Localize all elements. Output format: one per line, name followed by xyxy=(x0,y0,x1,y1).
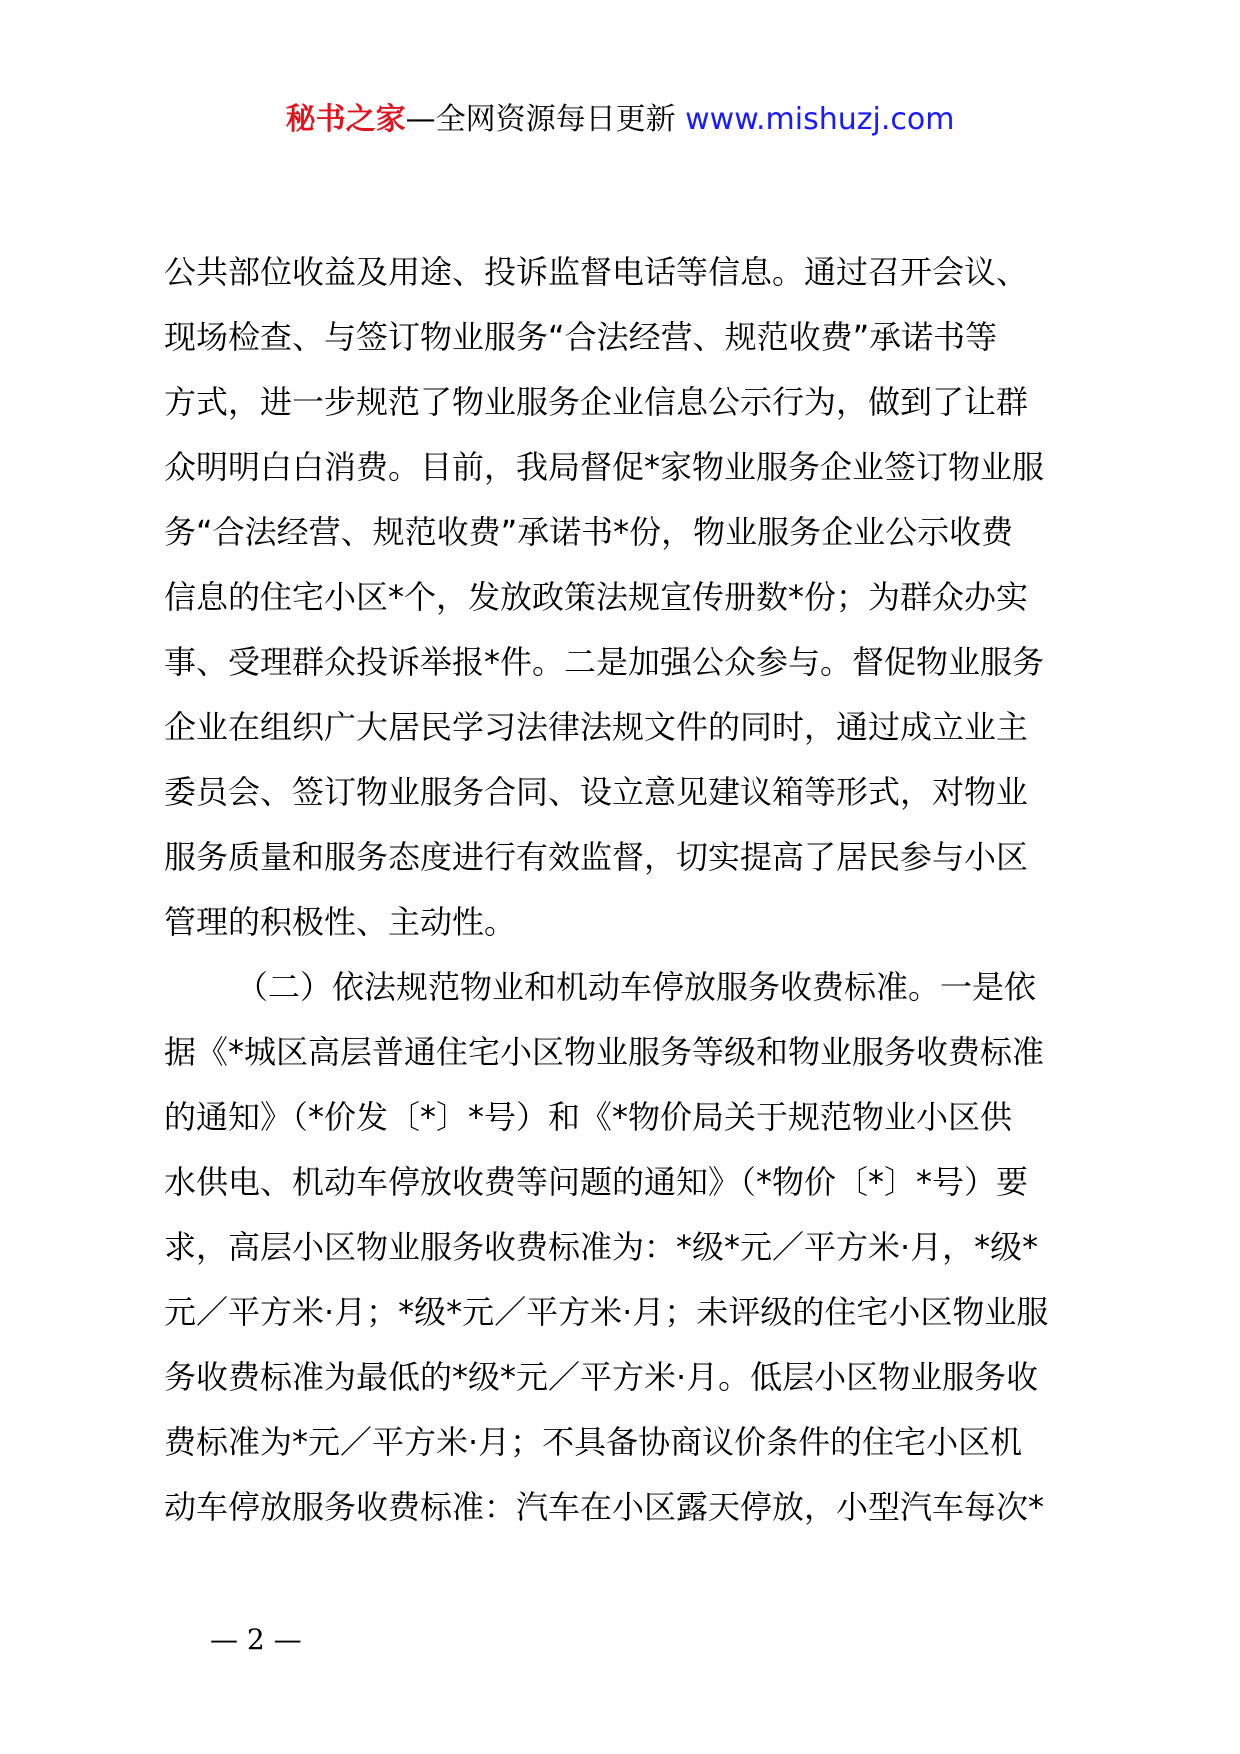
text-line: 公共部位收益及用途、投诉监督电话等信息。通过召开会议、 xyxy=(164,253,1029,291)
site-url-link[interactable]: www.mishuzj.com xyxy=(685,102,955,137)
text-line: 管理的积极性、主动性。 xyxy=(164,903,517,941)
brand-name: 秘书之家 xyxy=(285,102,406,137)
header-tagline: —全网资源每日更新 xyxy=(405,102,676,137)
text-line: 水供电、机动车停放收费等问题的通知》（*物价〔*〕*号）要 xyxy=(164,1163,1029,1201)
text-line: 现场检查、与签订物业服务“合法经营、规范收费”承诺书等 xyxy=(164,318,998,356)
page-header xyxy=(0,100,1240,140)
document-body xyxy=(164,240,1089,1540)
text-line: 务“合法经营、规范收费”承诺书*份，物业服务企业公示收费 xyxy=(164,513,1014,551)
text-line: 求，高层小区物业服务收费标准为：*级*元／平方米·月，*级* xyxy=(164,1228,1039,1266)
text-line: 元／平方米·月；*级*元／平方米·月；未评级的住宅小区物业服 xyxy=(164,1293,1049,1331)
text-line: 信息的住宅小区*个，发放政策法规宣传册数*份；为群众办实 xyxy=(164,578,1029,616)
page-number: — 2 — xyxy=(210,1623,302,1656)
text-line: 据《*城区高层普通住宅小区物业服务等级和物业服务收费标准 xyxy=(164,1033,1045,1071)
text-line: 服务质量和服务态度进行有效监督，切实提高了居民参与小区 xyxy=(164,838,1029,876)
text-line: 的通知》（*价发〔*〕*号）和《*物价局关于规范物业小区供 xyxy=(164,1098,1013,1136)
text-line: 事、受理群众投诉举报*件。二是加强公众参与。督促物业服务 xyxy=(164,643,1045,681)
text-line: 委员会、签订物业服务合同、设立意见建议箱等形式，对物业 xyxy=(164,773,1029,811)
text-line: 务收费标准为最低的*级*元／平方米·月。低层小区物业服务收 xyxy=(164,1358,1039,1396)
text-line: 费标准为*元／平方米·月；不具备协商议价条件的住宅小区机 xyxy=(164,1423,1023,1461)
text-line: 方式，进一步规范了物业服务企业信息公示行为，做到了让群 xyxy=(164,383,1029,421)
section-heading-line: （二）依法规范物业和机动车停放服务收费标准。一是依 xyxy=(236,968,1037,1006)
text-line: 众明明白白消费。目前，我局督促*家物业服务企业签订物业服 xyxy=(164,448,1045,486)
text-line: 动车停放服务收费标准：汽车在小区露天停放，小型汽车每次* xyxy=(164,1488,1045,1526)
text-line: 企业在组织广大居民学习法律法规文件的同时，通过成立业主 xyxy=(164,708,1029,746)
